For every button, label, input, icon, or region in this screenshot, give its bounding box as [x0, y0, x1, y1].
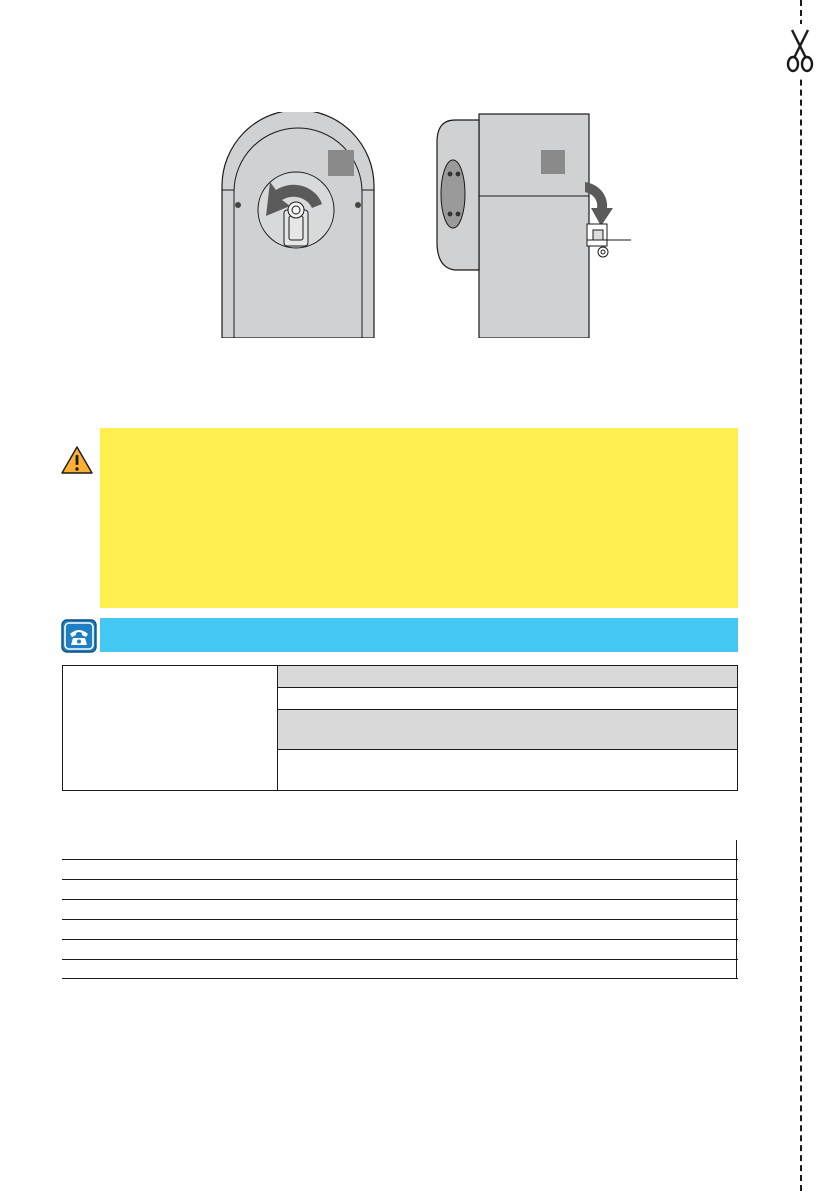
ruled-line	[62, 959, 738, 960]
ruled-entry-list	[62, 840, 738, 980]
info-table-row	[278, 688, 737, 710]
info-table-row	[278, 666, 737, 688]
ruled-line	[62, 879, 738, 880]
ruled-line	[62, 919, 738, 920]
ruled-line	[62, 939, 738, 940]
barrier-front-view-illustration	[218, 112, 378, 338]
info-table-row	[278, 710, 737, 750]
telephone-icon	[61, 619, 97, 653]
info-table-left-cell	[63, 666, 278, 790]
info-table-row	[278, 750, 737, 790]
warning-triangle-icon	[60, 445, 94, 475]
contact-header-bar	[100, 618, 738, 652]
scissors-icon	[784, 28, 816, 74]
barrier-side-view-illustration	[435, 112, 635, 338]
warning-box	[100, 428, 738, 608]
cut-line	[800, 0, 802, 1191]
installer-info-table	[62, 665, 738, 791]
ruled-line	[62, 859, 738, 860]
ruled-line	[62, 899, 738, 900]
ruled-line	[62, 978, 738, 979]
